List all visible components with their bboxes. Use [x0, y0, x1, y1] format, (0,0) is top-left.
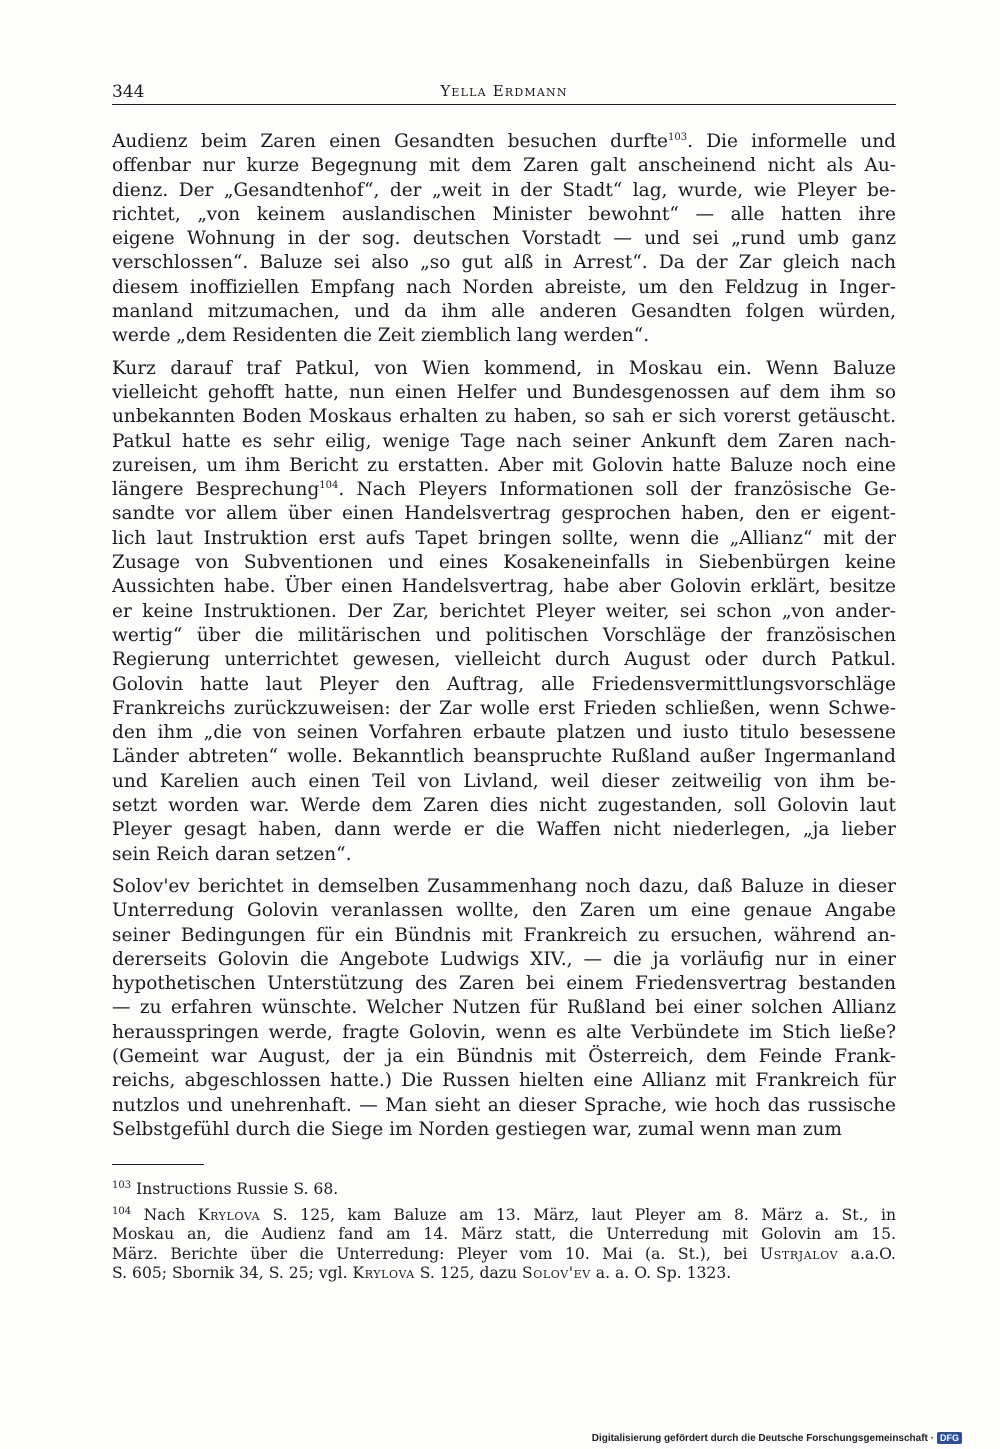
line-text: den ihm „die von seinen Vorfahren erbaute platzen und iusto titulo besessene [112, 722, 896, 744]
footnote-text: Moskau an, die Audienz fand am 14. März statt, die Unterredung mit Golovin am 15. [112, 1225, 896, 1243]
footnote-line [112, 1264, 896, 1284]
footnote-text: S. 125, dazu [414, 1264, 522, 1282]
footnote-number: 104 [112, 1205, 132, 1217]
line-text: Pleyer gesagt haben, dann werde er die Waffen nicht niederlegen, „ja lieber [112, 819, 896, 841]
footnote-text: März. Berichte über die Unterredung: Pleyer vom 10. Mai (a. St.), bei [112, 1244, 761, 1263]
running-title: Yella Erdmann [440, 82, 568, 100]
text-line [112, 502, 896, 526]
line-text: richtet, „von keinem auslandischen Minister bewohnt“ — alle hatten ihre [112, 203, 896, 225]
line-text: Selbstgefühl durch die Siege im Norden gestiegen war, zumal wenn man zum [112, 1118, 842, 1140]
text-line [112, 770, 896, 794]
footnote-text: Instructions Russie S. 68. [131, 1180, 339, 1198]
text-line [112, 745, 896, 769]
footnote [112, 1180, 896, 1200]
line-text: wertig“ über die militärischen und politischen Vorschläge der französischen [112, 624, 896, 646]
line-text: Aussichten habe. Über einen Handelsvertrag, habe aber Golovin erklärt, besitze [112, 576, 896, 598]
line-text: (Gemeint war August, der ja ein Bündnis mit Österreich, dem Feinde Frank- [112, 1045, 896, 1067]
footnote-text: S. 125, kam Baluze am 13. März, laut Pleyer am 8. März a. St., in [260, 1205, 896, 1224]
line-text: verschlossen“. Baluze sei also „so gut alß in Arrest“. Da der Zar gleich nach [112, 252, 896, 274]
line-text: lich laut Instruktion erst aufs Tapet bringen sollte, wenn die „Allianz“ mit der [112, 527, 896, 549]
line-text: hypothetischen Unterstützung des Zaren bei einem Friedensvertrag bestanden [112, 973, 896, 995]
line-text: sandte vor allem über einen Handelsvertrag gesprochen haben, den er eigent- [112, 503, 896, 525]
footnote-text: a. a. O. Sp. 1323. [590, 1264, 732, 1282]
text-line [112, 276, 896, 300]
line-text: Solov'ev berichtet in demselben Zusammenhang noch dazu, daß Baluze in dieser [112, 875, 896, 897]
footnote [112, 1206, 896, 1284]
text-line [112, 697, 896, 721]
line-text: er keine Instruktionen. Der Zar, berichtet Pleyer weiter, sei schon „von ander- [112, 600, 896, 622]
text-line [112, 300, 896, 324]
text-line [112, 551, 896, 575]
line-text: längere Besprechung [112, 479, 320, 501]
footnote-reference: 104 [319, 480, 339, 491]
line-text: Golovin hatte laut Pleyer den Auftrag, alle Friedensvermittlungsvorschläge [112, 673, 896, 695]
line-text: dererseits Golovin die Angebote Ludwigs XIV., — die ja vorläufig nur in einer [112, 948, 896, 970]
text-line [112, 430, 896, 454]
text-line [112, 624, 896, 648]
text-line [112, 381, 896, 405]
footnote-text: Nach [131, 1205, 198, 1224]
text-line [112, 673, 896, 697]
text-line [112, 899, 896, 923]
footnote-rule [112, 1164, 204, 1165]
text-line [112, 179, 896, 203]
line-text: seiner Bedingungen für ein Bündnis mit Frankreich zu ersuchen, während an- [112, 924, 896, 946]
footnote-line [112, 1180, 896, 1200]
body-text [112, 130, 896, 1150]
paragraph [112, 130, 896, 349]
text-line [112, 324, 896, 348]
line-text: — zu erfahren wünschte. Welcher Nutzen für Rußland bei einer solchen Allianz [112, 997, 896, 1019]
text-line [112, 203, 896, 227]
page-header [112, 82, 896, 105]
line-text: diesem inoffiziellen Empfang nach Norden abreiste, um den Feldzug in Inger- [112, 276, 896, 298]
line-text: eigene Wohnung in der sog. deutschen Vorstadt — und sei „rund umb ganz [112, 228, 896, 250]
text-line [112, 130, 896, 154]
line-text: Audienz beim Zaren einen Gesandten besuchen durfte [112, 131, 669, 152]
footer-credit-text: Digitalisierung gefördert durch die Deutsche Forschungsgemeinschaft · [591, 1432, 934, 1444]
line-text: unbekannten Boden Moskaus erhalten zu haben, so sah er sich vorerst getäuscht. [112, 406, 896, 428]
text-line [112, 1021, 896, 1045]
text-line [112, 1045, 896, 1069]
paragraph [112, 875, 896, 1142]
text-line [112, 843, 896, 867]
line-text: Frankreichs zurückzuweisen: der Zar wolle erst Frieden schließen, wenn Schwe- [112, 697, 896, 719]
text-line [112, 948, 896, 972]
text-line [112, 996, 896, 1020]
text-line [112, 1118, 896, 1142]
line-text: Regierung unterrichtet gewesen, vielleicht durch August oder durch Patkul. [112, 649, 896, 671]
author-name: Solov'ev [522, 1264, 591, 1282]
dfg-logo: DFG [937, 1432, 962, 1444]
line-text: Patkul hatte es sehr eilig, wenige Tage nach seiner Ankunft dem Zaren nach- [112, 430, 896, 452]
text-line [112, 251, 896, 275]
author-name: Ustrjalov [760, 1244, 839, 1263]
line-text: und Karelien auch einen Teil von Livland, weil dieser zeitweilig von ihm be- [112, 770, 896, 792]
footnote-text: S. 605; Sbornik 34, S. 25; vgl. [112, 1264, 353, 1282]
footnote-line [112, 1245, 896, 1265]
line-text: dienz. Der „Gesandtenhof“, der „weit in der Stadt“ lag, wurde, wie Pleyer be- [112, 179, 896, 201]
line-text: manland mitzumachen, und da ihm alle anderen Gesandten folgen würden, [112, 301, 896, 323]
text-line [112, 527, 896, 551]
author-name: Krylova [197, 1205, 261, 1224]
footnotes [112, 1180, 896, 1290]
text-line [112, 648, 896, 672]
text-line [112, 600, 896, 624]
footnote-reference: 103 [668, 131, 688, 143]
text-line [112, 721, 896, 745]
line-text: sein Reich daran setzen“. [112, 843, 352, 865]
paragraph [112, 357, 896, 867]
text-line [112, 357, 896, 381]
page-number: 344 [112, 82, 145, 102]
text-line [112, 794, 896, 818]
text-line [112, 575, 896, 599]
text-line [112, 1069, 896, 1093]
text-line [112, 154, 896, 178]
text-line [112, 924, 896, 948]
text-line [112, 478, 896, 502]
text-line [112, 454, 896, 478]
footnote-line [112, 1225, 896, 1245]
line-text: reichs, abgeschlossen hatte.) Die Russen hielten eine Allianz mit Frankreich für [112, 1070, 896, 1092]
text-line [112, 818, 896, 842]
footnote-number: 103 [112, 1180, 132, 1191]
text-line [112, 875, 896, 899]
line-text: offenbar nur kurze Begegnung mit dem Zaren galt anscheinend nicht als Au- [112, 155, 896, 177]
line-text: Zusage von Subventionen und eines Kosakeneinfalls in Siebenbürgen keine [112, 552, 896, 574]
line-text-continued: . Die informelle und [687, 131, 896, 152]
line-text: nutzlos und unehrenhaft. — Man sieht an dieser Sprache, wie hoch das russische [112, 1094, 896, 1116]
line-text: zureisen, um ihm Bericht zu erstatten. Aber mit Golovin hatte Baluze noch eine [112, 454, 896, 476]
text-line [112, 1094, 896, 1118]
line-text: Kurz darauf traf Patkul, von Wien kommend, in Moskau ein. Wenn Baluze [112, 357, 896, 379]
line-text-continued: . Nach Pleyers Informationen soll der französische Ge- [338, 479, 896, 501]
footnote-text: a.a.O. [838, 1244, 896, 1263]
text-line [112, 227, 896, 251]
footer-credit [592, 1431, 962, 1445]
line-text: Unterredung Golovin veranlassen wollte, den Zaren um eine genaue Angabe [112, 900, 896, 922]
line-text: setzt worden war. Werde dem Zaren dies nicht zugestanden, soll Golovin laut [112, 795, 896, 817]
text-line [112, 405, 896, 429]
text-line [112, 972, 896, 996]
footnote-line [112, 1206, 896, 1226]
author-name: Krylova [352, 1264, 415, 1282]
line-text: Länder abtreten“ wolle. Bekanntlich beanspruchte Rußland außer Ingermanland [112, 746, 896, 768]
line-text: werde „dem Residenten die Zeit ziemblich lang werden“. [112, 325, 650, 347]
line-text: vielleicht gehofft hatte, nun einen Helfer und Bundesgenossen auf dem ihm so [112, 381, 896, 403]
line-text: herausspringen werde, fragte Golovin, wenn es alte Verbündete im Stich ließe? [112, 1021, 896, 1043]
